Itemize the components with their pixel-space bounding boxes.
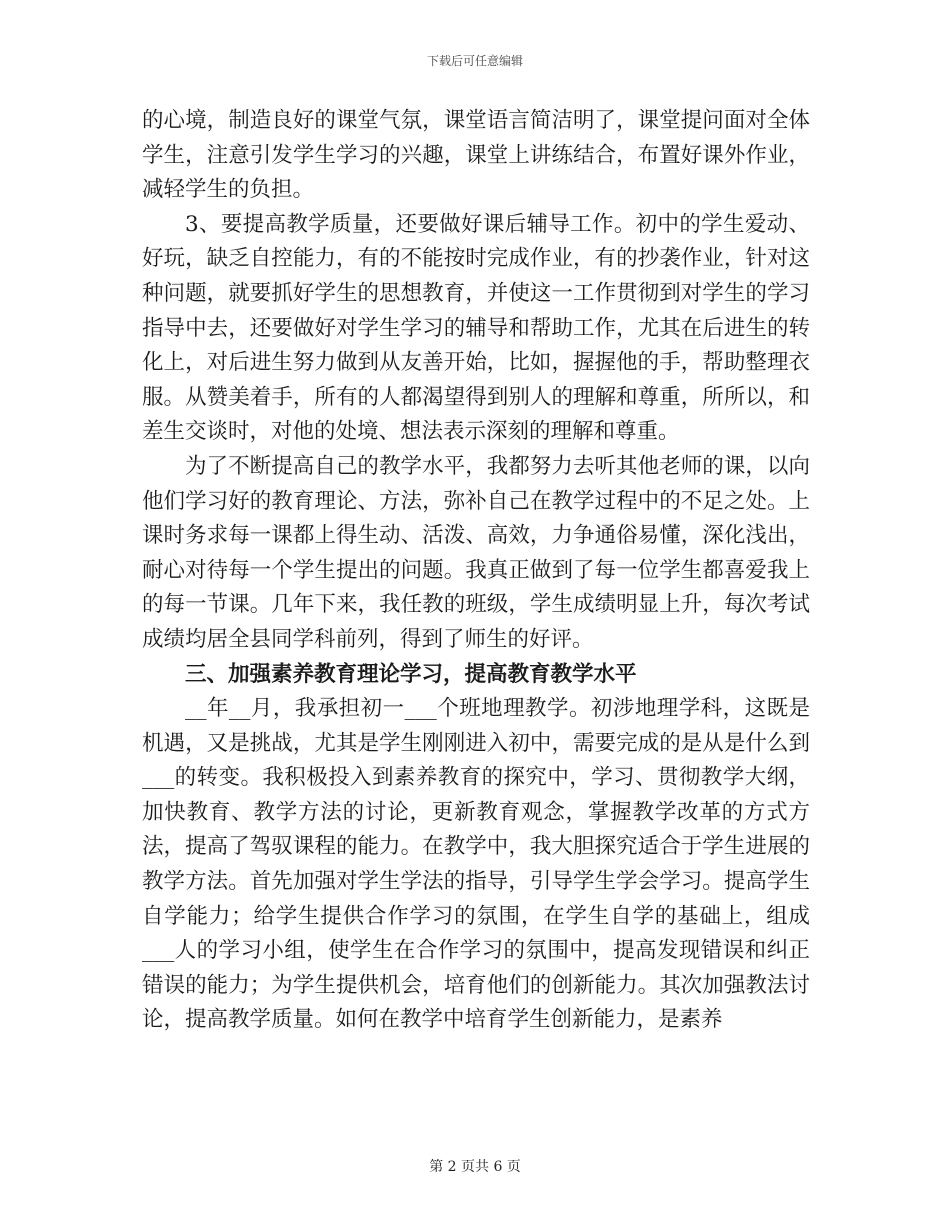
page-header: 下载后可任意编辑 — [426, 54, 523, 68]
paragraph-geography-teaching: __年__月，我承担初一___个班地理教学。初涉地理学科，这既是机遇，又是挑战，尤其是学生刚刚进入初中，需要完成的是从是什么到___的转变。我积极投入到素养教育的探究中，学习、贯彻教学大纲，加快教育、教学方法的讨论，更新教育观念，掌握教学改革的方式方法，提高了驾驭课程的能力。在教学中，我大胆探究适合于学生进展的教学方法。首先加强对学生学法的指导，引导学生学会学习。提高学生自学能力；给学生提供合作学习的氛围，在学生自学的基础上，组成___人的学习小组，使学生在合作学习的氛围中，提高发现错误和纠正错误的能力；为学生提供机会，培育他们的创新能力。其次加强教法讨论，提高教学质量。如何在教学中培育学生创新能力，是素养 — [142, 696, 810, 1033]
paragraph-continuation: 的心境，制造良好的课堂气氛，课堂语言简洁明了，课堂提问面对全体学生，注意引发学生学习的兴趣，课堂上讲练结合，布置好课外作业，减轻学生的负担。 — [142, 108, 810, 203]
paragraph-after-school-tutoring: 3、要提高教学质量，还要做好课后辅导工作。初中的学生爱动、好玩，缺乏自控能力，有的不能按时完成作业，有的抄袭作业，针对这种问题，就要抓好学生的思想教育，并使这一工作贯彻到对学生的学习指导中去，还要做好对学生学习的辅导和帮助工作，尤其在后进生的转化上，对后进生努力做到从友善开始，比如，握握他的手，帮助整理衣服。从赞美着手，所有的人都渴望得到别人的理解和尊重，所所以，和差生交谈时，对他的处境、想法表示深刻的理解和尊重。 — [142, 211, 810, 445]
page-number: 第 2 页共 6 页 — [429, 1159, 521, 1175]
document-body — [142, 104, 810, 1038]
section-heading: 三、加强素养教育理论学习，提高教育教学水平 — [185, 661, 637, 687]
paragraph-teaching-improvement: 为了不断提高自己的教学水平，我都努力去听其他老师的课，以向他们学习好的教育理论、方法，弥补自己在教学过程中的不足之处。上课时务求每一课都上得生动、活泼、高效，力争通俗易懂，深化浅出，耐心对待每一个学生提出的问题。我真正做到了每一位学生都喜爱我上的每一节课。几年下来，我任教的班级，学生成绩明显上升，每次考试成绩均居全县同学科前列，得到了师生的好评。 — [142, 453, 810, 652]
